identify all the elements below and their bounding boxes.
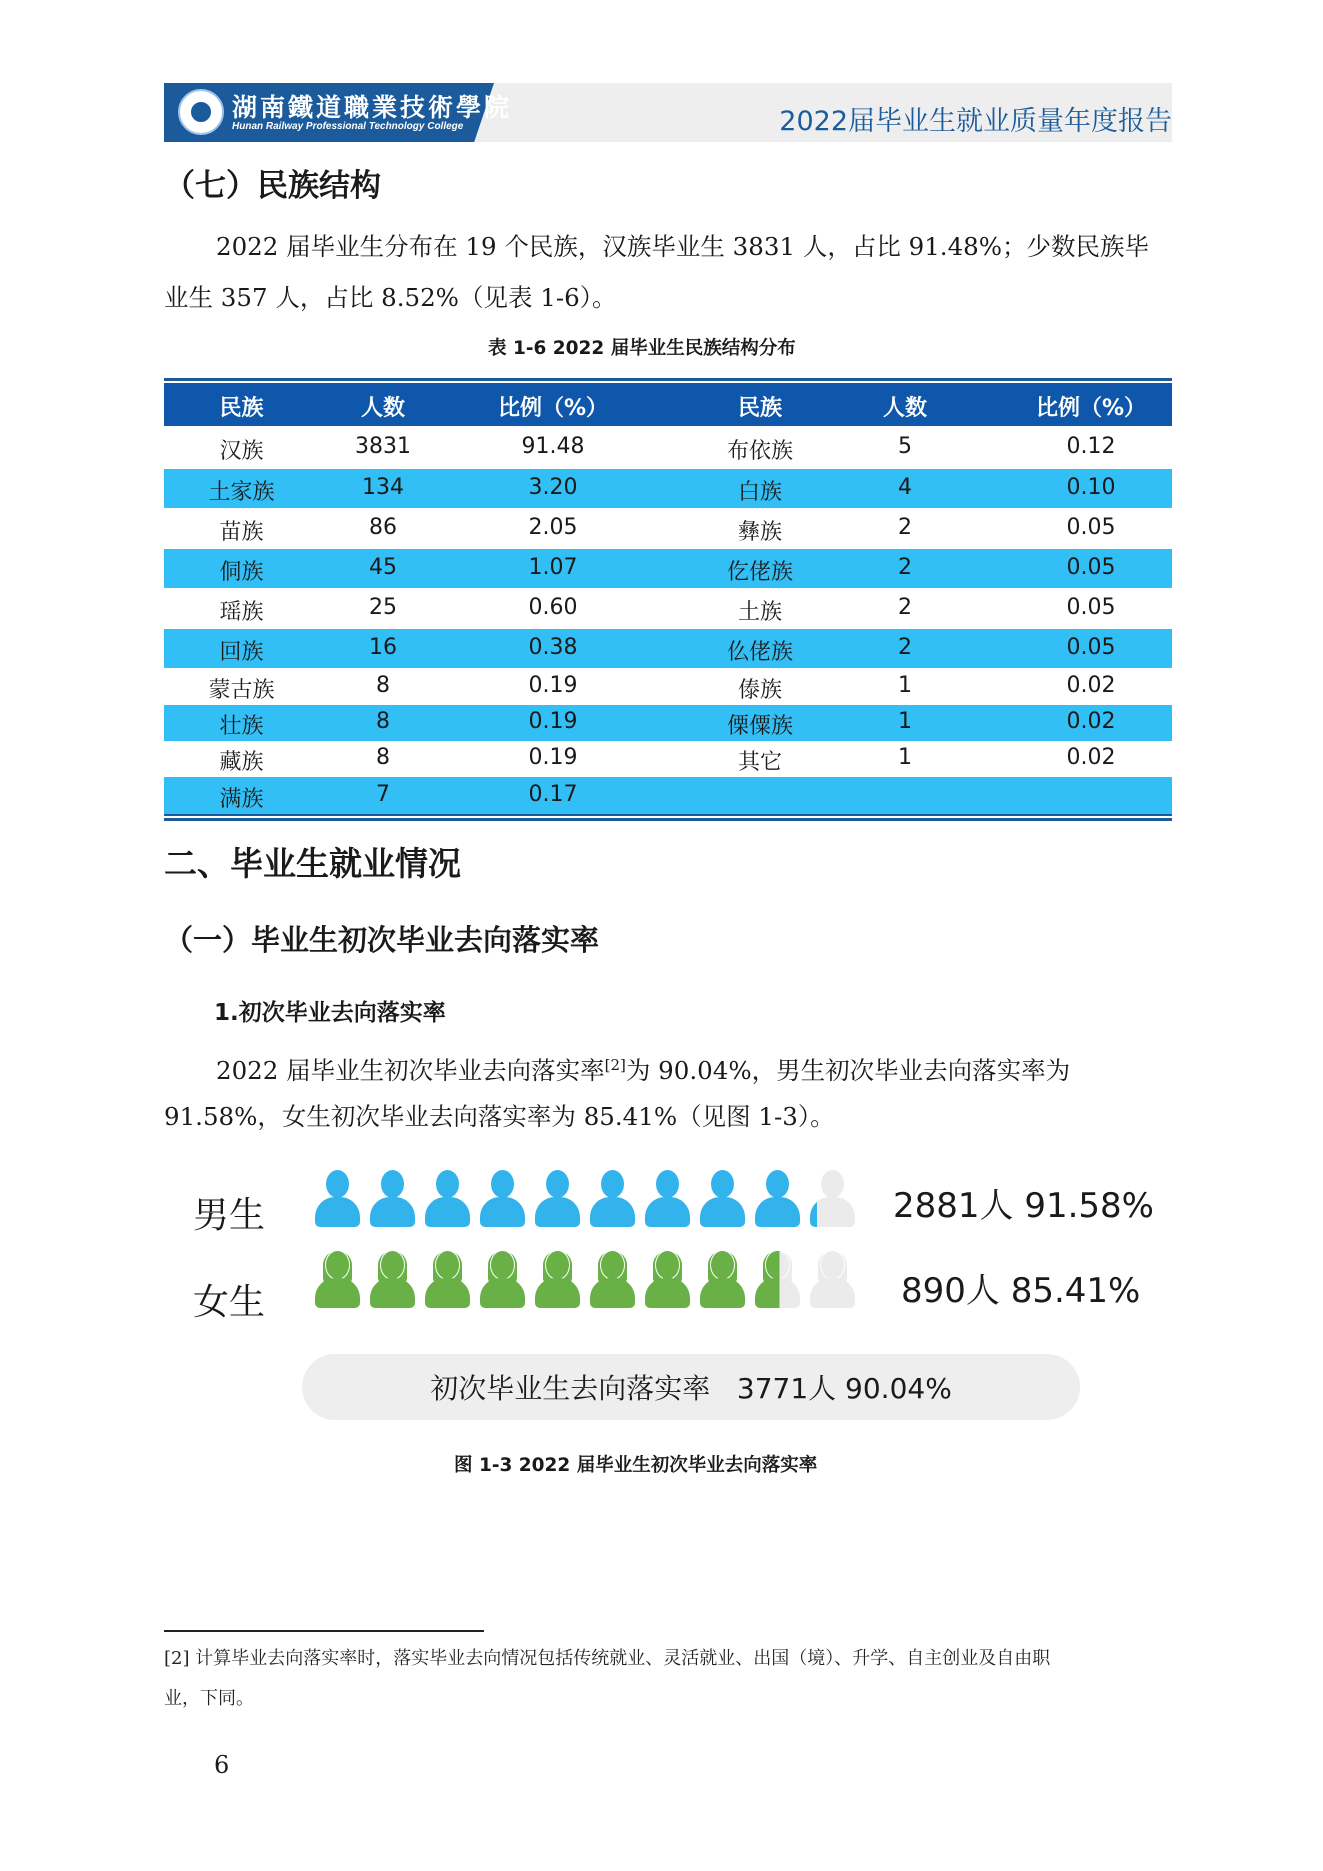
female-person-icon: [480, 1251, 525, 1308]
table-row: [164, 705, 1172, 741]
table-cell: 0.02: [1066, 745, 1116, 770]
table-cell: 傈僳族: [726, 714, 793, 739]
table-cell: 1: [898, 709, 912, 734]
table-cell: 2: [898, 595, 912, 620]
table-cell: 0.12: [1066, 434, 1116, 459]
table-cell: 仡佬族: [726, 560, 793, 585]
table-row: [164, 509, 1172, 548]
table-header-cell: 比例（%）: [497, 396, 609, 421]
table-cell: 1: [898, 673, 912, 698]
table-cell: 2: [898, 555, 912, 580]
table-top-rule: [164, 378, 1172, 381]
table-cell: 汉族: [219, 439, 264, 464]
section-heading-employment: 二、毕业生就业情况: [164, 844, 461, 883]
paragraph-placement-line-2: 91.58%，女生初次毕业去向落实率为 85.41%（见图 1-3）。: [164, 1102, 835, 1131]
table-cell: 7: [376, 782, 390, 807]
section-heading-ethnic: （七）民族结构: [164, 168, 381, 204]
table-cell: 布依族: [726, 439, 793, 464]
male-person-icon: [425, 1170, 470, 1227]
paragraph-text: 2022 届毕业生初次毕业去向落实率: [216, 1056, 605, 1086]
male-person-icon: [590, 1170, 635, 1227]
table-cell: 0.17: [528, 782, 578, 807]
table-cell: 8: [376, 745, 390, 770]
table-cell: 0.60: [528, 595, 578, 620]
table-row: [164, 629, 1172, 668]
table-cell: 0.05: [1066, 635, 1116, 660]
table-cell: 土家族: [208, 480, 275, 505]
table-cell: 2: [898, 515, 912, 540]
male-person-icon: [810, 1170, 855, 1227]
school-name-cn: 湖南鐵道職業技術學院: [232, 93, 513, 122]
table-header-row: [164, 383, 1172, 426]
footnote-line-1: [2] 计算毕业去向落实率时，落实毕业去向情况包括传统就业、灵活就业、出国（境）、升学、自主创业及自由职: [164, 1648, 1051, 1669]
page-number: 6: [214, 1751, 230, 1779]
table-cell: 藏族: [219, 750, 264, 775]
table-cell: 0.19: [528, 745, 578, 770]
female-person-icon: [700, 1251, 745, 1308]
paragraph-ethnic-line-2: 业生 357 人，占比 8.52%（见表 1-6）。: [164, 283, 617, 312]
footnote-line-2: 业，下同。: [164, 1688, 254, 1709]
paragraph-text: 为 90.04%，男生初次毕业去向落实率为: [625, 1056, 1071, 1086]
table-header-cell: 人数: [360, 396, 405, 421]
summary-pill: [302, 1354, 1080, 1420]
table-row: [164, 430, 1172, 465]
table-cell: 0.10: [1066, 475, 1116, 500]
female-person-icon: [535, 1251, 580, 1308]
school-name-en: Hunan Railway Professional Technology College: [232, 121, 464, 132]
table-cell: 134: [362, 475, 404, 500]
male-person-icon: [755, 1170, 800, 1227]
table-caption: 表 1-6 2022 届毕业生民族结构分布: [488, 338, 796, 359]
male-person-icon: [700, 1170, 745, 1227]
table-cell: 土族: [737, 600, 782, 625]
table-cell: 其它: [737, 750, 782, 775]
table-cell: 5: [898, 434, 912, 459]
female-person-icon: [645, 1251, 690, 1308]
table-row: [164, 469, 1172, 508]
table-cell: 2: [898, 635, 912, 660]
table-cell: 0.38: [528, 635, 578, 660]
male-person-icon: [480, 1170, 525, 1227]
table-cell: 蒙古族: [208, 678, 275, 703]
table-row: [164, 777, 1172, 814]
table-header-cell: 比例（%）: [1035, 396, 1147, 421]
female-person-icon: [755, 1251, 800, 1308]
figure-caption: 图 1-3 2022 届毕业生初次毕业去向落实率: [454, 1455, 818, 1476]
table-row: [164, 549, 1172, 588]
paragraph-ethnic-line-1: 2022 届毕业生分布在 19 个民族，汉族毕业生 3831 人，占比 91.48%；少数民族毕: [216, 232, 1150, 261]
table-cell: 86: [369, 515, 397, 540]
male-person-icon: [645, 1170, 690, 1227]
female-person-icon: [425, 1251, 470, 1308]
male-person-icon: [315, 1170, 360, 1227]
table-cell: 4: [898, 475, 912, 500]
table-row: [164, 589, 1172, 628]
table-cell: 0.19: [528, 709, 578, 734]
table-cell: 1: [898, 745, 912, 770]
male-person-icon: [370, 1170, 415, 1227]
table-cell: 傣族: [737, 678, 782, 703]
subsubsection-heading: 1.初次毕业去向落实率: [214, 1000, 446, 1026]
footnote-rule: [164, 1630, 484, 1632]
male-icon-row: [315, 1170, 855, 1227]
table-cell: 回族: [219, 640, 264, 665]
school-emblem-center: [188, 99, 214, 125]
table-cell: 白族: [737, 480, 782, 505]
subsection-heading-placement-rate: （一）毕业生初次毕业去向落实率: [164, 923, 600, 957]
table-cell: 25: [369, 595, 397, 620]
male-person-icon: [535, 1170, 580, 1227]
figure-stat-female: 890人 85.41%: [901, 1271, 1141, 1311]
table-header-cell: 人数: [882, 396, 927, 421]
female-person-icon: [810, 1251, 855, 1308]
figure-label-female: 女生: [193, 1282, 266, 1323]
table-cell: 1.07: [528, 555, 578, 580]
female-person-icon: [590, 1251, 635, 1308]
table-row: [164, 669, 1172, 705]
table-cell: 8: [376, 709, 390, 734]
table-cell: 0.02: [1066, 709, 1116, 734]
table-cell: 苗族: [219, 520, 264, 545]
table-cell: 45: [369, 555, 397, 580]
figure-stat-male: 2881人 91.58%: [893, 1186, 1154, 1226]
female-icon-row: [315, 1251, 855, 1308]
table-cell: 0.19: [528, 673, 578, 698]
female-person-icon: [315, 1251, 360, 1308]
summary-text: 初次毕业生去向落实率 3771人 90.04%: [430, 1372, 952, 1405]
table-cell: 2.05: [528, 515, 578, 540]
table-bottom-rule: [164, 814, 1172, 816]
table-cell: 侗族: [219, 560, 264, 585]
report-title: 2022届毕业生就业质量年度报告: [779, 106, 1172, 137]
table-cell: 3.20: [528, 475, 578, 500]
table-cell: 满族: [219, 787, 264, 812]
footnote-ref: [2]: [604, 1056, 626, 1074]
table-cell: 3831: [355, 434, 411, 459]
table-bottom-rule: [164, 818, 1172, 821]
female-person-icon: [370, 1251, 415, 1308]
table-cell: 彝族: [737, 520, 782, 545]
table-cell: 0.05: [1066, 515, 1116, 540]
table-cell: 0.02: [1066, 673, 1116, 698]
table-cell: 仫佬族: [726, 640, 793, 665]
table-header-cell: 民族: [737, 396, 782, 421]
table-cell: 瑶族: [219, 600, 264, 625]
table-cell: 0.05: [1066, 595, 1116, 620]
table-cell: 壮族: [219, 714, 264, 739]
table-row: [164, 741, 1172, 777]
table-cell: 0.05: [1066, 555, 1116, 580]
paragraph-placement-line-1: [216, 1040, 1070, 1096]
table-cell: 16: [369, 635, 397, 660]
table-cell: 91.48: [521, 434, 585, 459]
table-header-cell: 民族: [219, 396, 264, 421]
figure-label-male: 男生: [193, 1195, 266, 1236]
table-cell: 8: [376, 673, 390, 698]
